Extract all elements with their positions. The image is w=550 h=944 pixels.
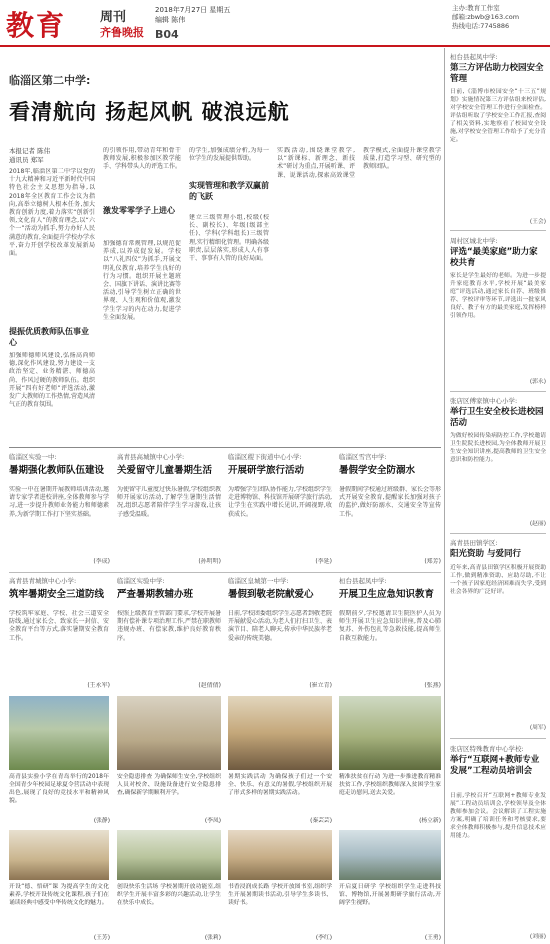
sidebar-body: 近年来,高青县田镇学区积极开展资助工作,做到精准资助、应助尽助,不让一个孩子因家庭经济困难而失学,受到社会各界的广泛好评。 [450, 565, 546, 595]
lead-column-3: 的学生,加强成绩分析,为每一位学生的发展提供帮助。 [189, 147, 269, 163]
sidebar-rule [450, 738, 546, 739]
sidebar-tag: 桓台县起凤中学: [450, 53, 498, 61]
contact-line: 热线电话:7745886 [452, 22, 510, 30]
sidebar-credit: (郭永) [529, 379, 546, 385]
lead-subhead-3: 实现管理和教学双赢前的飞跃 [189, 181, 269, 201]
caption-credit: (张莉) [204, 935, 221, 941]
article-tag: 临淄区雪宫中学: [339, 453, 387, 461]
article-title: 暑假到敬老院献爱心 [228, 589, 314, 600]
masthead [0, 0, 550, 46]
paper-logo: 齐鲁晚报 [100, 26, 144, 39]
lead-kicker: 临淄区第二中学: [9, 74, 91, 87]
article-credit: (赵倩倩) [198, 682, 221, 689]
sidebar-title: 阳光资助 与爱同行 [450, 549, 521, 559]
masthead-rule [0, 45, 550, 47]
article-body: 日前,学校团委组织学生志愿者到敬老院开展献爱心活动,为老人们打扫卫生、表演节目、陪老人聊天,传承中华民族孝老爱亲的传统美德。 [228, 610, 332, 642]
sidebar-tag: 张店区傅家镇中心小学: [450, 397, 518, 405]
article-body: 暑假期间学校通过班级群、家长会等形式开展安全教育,提醒家长加强对孩子的监护,做好防溺水、交通安全等宣传工作。 [339, 486, 441, 518]
news-photo [9, 696, 109, 770]
article-title: 开展研学旅行活动 [228, 465, 305, 476]
sidebar-title: 第三方评估助力校园安全管理 [450, 63, 544, 84]
sidebar-credit: (赵丽) [529, 521, 546, 527]
news-photo [339, 830, 441, 880]
sidebar-title: 评选“最美家庭”助力家校共育 [450, 247, 538, 268]
lead-paragraph-1: 加强师德师风建设,弘扬高尚师德,深化作风建设,努力建设一支政治坚定、业务精湛、师德高尚、作风过硬的教师队伍。组织开展“四有好老师”评选活动,激发广大教师的工作热情,营造风清气正的教育氛围。 [9, 352, 95, 409]
caption-credit: (李凤) [204, 818, 221, 824]
photo-caption: 开启夏日研学 学校组织学生走进科技馆、博物馆,开展暑期研学旅行活动,开阔学生视野。 [339, 884, 441, 906]
lead-paragraph-3: 建立三级管理小组,校级(校长、副校长)、年级(级部主任)、学科(学科组长)三级管理,实行精细化管理。明确各级职责,层层落实,形成人人有事干、事事有人管的良好局面。 [189, 214, 269, 263]
article-credit: (崔立青) [309, 682, 332, 689]
photo-caption: 高青县实验小学在青岛举行的2018年全国青少年校园足球夏令营活动中表现出色,展现了良好的竞技水平和精神风貌。 [9, 774, 109, 804]
sidebar-rule [450, 230, 546, 231]
article-credit: (孙明明) [198, 558, 221, 565]
article-credit: (王永军) [87, 682, 110, 689]
article-title: 暑假学安全防溺水 [339, 465, 416, 476]
caption-credit: (杨立新) [419, 818, 441, 824]
sidebar-body: 日前,《淄博市校园安全“十三五”规划》实施情况第三方评估组来校评估,对学校安全管理工作进行全面检查。评估组听取了学校安全工作汇报,查阅了相关资料,实地察看了校园安全设施,对学校安全管理工作给予了充分肯定。 [450, 89, 546, 143]
sidebar-divider [444, 48, 445, 944]
lead-paragraph-2: 加强德育常规管理,以规范促养成,以养成促发展。学校以“八礼四仪”为抓手,开展文明礼仪教育,培养学生良好的行为习惯。组织开展主题班会、国旗下讲话、演讲比赛等活动,引导学生树立正确的世界观、人生观和价值观,激发学生学习的内在动力,促进学生全面发展。 [103, 240, 181, 321]
section-title: 教育 [6, 9, 67, 42]
photo-caption: 精准扶贫在行动 为进一步推进教育精准扶贫工作,学校组织教师深入贫困学生家庭走访慰问,送去关爱。 [339, 774, 441, 796]
photo-caption: 暑期实践活动 为确保孩子们过一个安全、快乐、有意义的暑假,学校组织开展了形式多样的暑期实践活动。 [228, 774, 332, 796]
photo-caption: 书香浸润成长路 学校开放图书室,组织学生开展暑期读书活动,引导学生多读书、读好书。 [228, 884, 332, 906]
lead-intro: 2018年,临淄区第二中学以党的十九大精神和习近平新时代中国特色社会主义思想为指导,以2018年全区教育工作会议为指向,高举立德树人根本任务,加大教育创新力度,着力落实“创新引领,文化育人”的教育理念,以“六个一”活动为抓手,努力办好人民满意的教育,全面提升学校办学水平,奋力开创学校改革发展新局面。 [9, 168, 95, 258]
article-body: 为增强学生团队协作能力,学校组织学生走进博物馆、科技馆开展研学旅行活动,让学生在实践中增长见识,开阔视野,收获成长。 [228, 486, 332, 518]
sidebar-credit: (周军) [529, 725, 546, 731]
article-title: 暑期强化教师队伍建设 [9, 465, 105, 476]
contact-info [452, 4, 519, 31]
article-title: 开展卫生应急知识教育 [339, 589, 435, 600]
news-photo [228, 830, 332, 880]
contact-line: 主办:教育工作室 [452, 4, 500, 12]
lead-subhead-1: 提振优质教师队伍事业心 [9, 327, 89, 347]
photo-caption: 创设快乐生活场 学校暑期开放功能室,组织学生开展丰富多彩的兴趣活动,让学生在快乐中成长。 [117, 884, 221, 906]
article-tag: 桓台县起凤中学: [339, 577, 387, 585]
article-body: 按照上级教育主管部门要求,学校开展暑期有偿补课专项治理工作,严禁在职教师违规办班、有偿家教,维护良好教育秩序。 [117, 610, 221, 642]
caption-credit: (王勇) [424, 935, 441, 941]
sidebar-credit: (刘丽) [529, 934, 546, 940]
sidebar-rule [450, 391, 546, 392]
caption-credit: (李红) [315, 935, 332, 941]
sidebar-tag: 高青县田镇学区: [450, 539, 498, 547]
sidebar-body: 日前,学校召开“互联网+教师专业发展”工程动员培训会,学校领导及全体教师参加会议。会议解读了工程实施方案,明确了培训任务和考核要求,要求全体教师积极参与,提升信息技术应用能力。 [450, 793, 546, 839]
article-tag: 高青县青城镇中心小学: [9, 577, 77, 585]
byline-correspondent: 通讯员 郑军 [9, 156, 44, 164]
contact-line: 邮箱:zbwb@163.com [452, 13, 520, 21]
news-photo [117, 830, 221, 880]
news-photo [9, 830, 109, 880]
article-body: 学校筑牢家庭、学校、社会三道安全防线,通过家长会、致家长一封信、安全教育平台等方式,落实暑期安全教育工作。 [9, 610, 109, 642]
date-text: 2018年7月27日 星期五 [155, 6, 231, 14]
article-title: 严查暑期教辅办班 [117, 589, 194, 600]
sidebar-body: 家长是学生最好的老师。为进一步提升家庭教育水平,学校开展“最美家庭”评选活动,通过家长自荐、班级推荐、学校评审等环节,评选出一批家风良好、教子有方的最美家庭,发挥榜样引领作用。 [450, 273, 546, 319]
article-title: 关爱留守儿童暑期生活 [117, 465, 213, 476]
sidebar-title: 举行“互联网+教师专业发展”工程动员培训会 [450, 755, 540, 776]
sidebar-tag: 张店区特殊教育中心学校: [450, 745, 524, 753]
section-rule [9, 447, 441, 448]
date-line [155, 5, 230, 25]
article-credit: (郑芳) [424, 558, 441, 565]
row-rule [9, 572, 441, 573]
sidebar-tag: 周村区城北中学: [450, 237, 498, 245]
sidebar-body: 为做好校园传染病防控工作,学校邀请卫生院院长进校园,为全体教师开展卫生安全知识讲座,提高教师的卫生安全意识和防控能力。 [450, 433, 546, 463]
sidebar-title: 举行卫生安全校长进校园活动 [450, 407, 544, 428]
lead-column-4: 实践活动,围绕课堂教学,以“新课标、新理念、新技术”研讨为重点,开展听课、评课、说课活动,探索高效课堂教学模式,全面提升课堂教学质量,打造学习型、研究型的教师团队。 [277, 147, 441, 179]
article-tag: 高青县高城镇中心小学: [117, 453, 185, 461]
caption-credit: (秦芸芸) [310, 818, 332, 824]
article-tag: 临淄区实验一中: [9, 453, 57, 461]
weekly-label: 周刊 [100, 10, 127, 25]
photo-caption: 安全隐患排查 为确保师生安全,学校组织人员对校舍、设施设备进行安全隐患排查,确保新学期顺利开学。 [117, 774, 221, 796]
lead-column-2: 的引领作用,带动青年和骨干教师发展,积极参加区教学能手、学科带头人的评选工作。 [103, 147, 181, 171]
article-tag: 临淄区皇城第一中学: [228, 577, 289, 585]
editor-text: 编辑 陈伟 [155, 16, 186, 24]
article-credit: (李成) [93, 558, 110, 565]
article-tag: 临淄区实验中学: [117, 577, 165, 585]
lead-headline: 看清航向 扬起风帆 破浪远航 [9, 99, 290, 124]
caption-credit: (王芳) [93, 935, 110, 941]
article-title: 筑牢暑期安全三道防线 [9, 589, 105, 600]
caption-credit: (张静) [93, 818, 110, 824]
article-tag: 临淄区稷下街道中心小学: [228, 453, 302, 461]
photo-caption: 开设“德、悟研”课 为提高学生的文化素养,学校开设传统文化课程,孩子们在诵读经典中感受中华传统文化的魅力。 [9, 884, 109, 906]
byline-reporter: 本报记者 陈伟 [9, 147, 51, 155]
lead-byline [9, 147, 50, 165]
sidebar-rule [450, 533, 546, 534]
lead-subhead-2: 激发零零学子上进心 [103, 206, 175, 215]
article-credit: (李延) [315, 558, 332, 565]
article-body: 实验一中在暑期开展教师培训活动,邀请专家学者进校讲座,全体教师参与学习,进一步提升教师业务能力和师德素养,为新学期工作打下坚实基础。 [9, 486, 109, 518]
page-number: B04 [155, 28, 179, 41]
article-credit: (张燕) [424, 682, 441, 689]
news-photo [228, 696, 332, 770]
news-photo [339, 696, 441, 770]
article-body: 假期前夕,学校邀请卫生院医护人员为师生开展卫生应急知识讲座,普及心肺复苏、外伤包扎等急救技能,提高师生自救互救能力。 [339, 610, 441, 642]
news-photo [117, 696, 221, 770]
article-body: 为使留守儿童度过快乐暑假,学校组织教师开展家访活动,了解学生暑期生活情况,组织志愿者陪伴学生学习游戏,让孩子感受温暖。 [117, 486, 221, 518]
sidebar-credit: (王会) [529, 219, 546, 225]
